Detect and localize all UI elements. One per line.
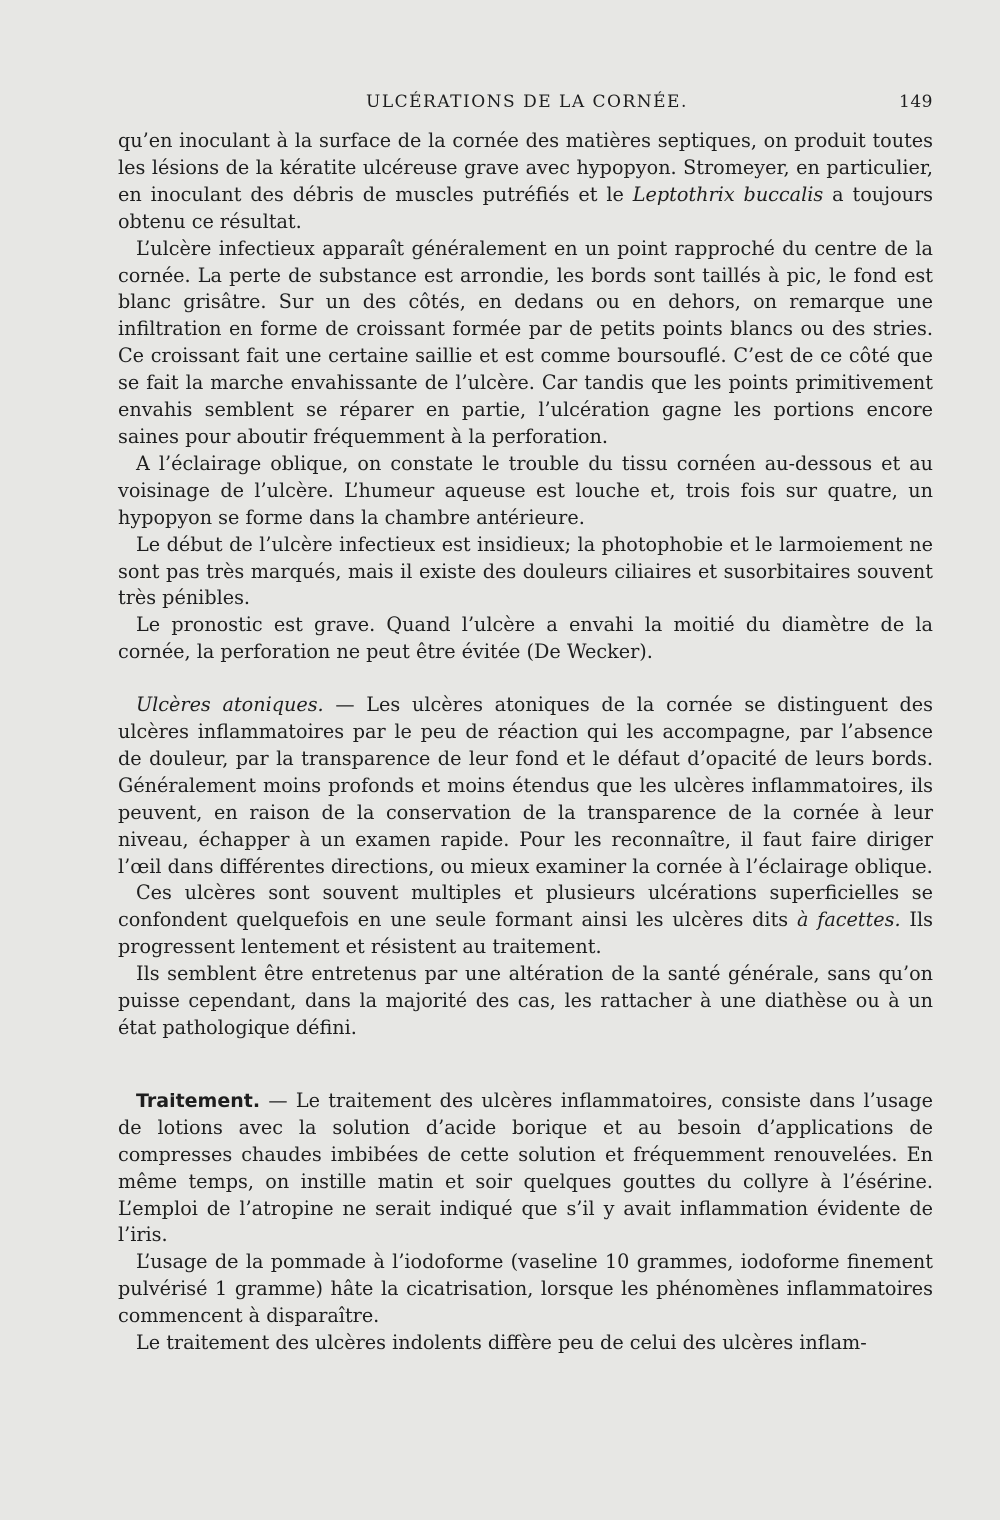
paragraph-4: Le début de l’ulcère infectieux est insidieux; la photophobie et le larmoiement ne sont pas très marqués, mais il existe des douleurs ciliaires et susorbitaires souvent très pénibles. <box>118 532 933 610</box>
paragraph-2: L’ulcère infectieux apparaît généralement en un point rapproché du centre de la cornée. La perte de substance est arrondie, les bords sont taillés à pic, le fond est blanc grisâtre. Sur un des côtés, en dedans ou en dehors, on remarque une infiltration en forme de croissant formée par de petits points blancs ou des stries. Ce croissant fait une certaine saillie et est comme boursouflé. C’est de ce côté que se fait la marche envahissante de l’ulcère. Car tandis que les points primitivement envahis semblent se réparer en partie, l’ulcération gagne les portions encore saines pour aboutir fréquemment à la perforation. <box>118 236 933 448</box>
paragraph-6-text: — Les ulcères atoniques de la cornée se distinguent des ulcères inflammatoires par le peu de réaction qui les accompagne, par l’absence de douleur, par la transparence de leur fond et le défaut d’opacité de leurs bords. Généralement moins profonds et moins étendus que les ulcères inflammatoires, ils peuvent, en raison de la conservation de la transparence de la cornée à leur niveau, échapper à un examen rapide. Pour les reconnaître, il faut faire diriger l’œil dans différentes directions, ou mieux examiner la cornée à l’éclairage oblique. <box>118 693 933 878</box>
paragraph-ulceres-atoniques <box>118 692 933 880</box>
paragraph-traitement <box>118 1088 933 1249</box>
running-title: ULCÉRATIONS DE LA CORNÉE. <box>366 92 688 112</box>
body-text <box>118 128 933 1357</box>
paragraph-7-text-a: Ces ulcères sont souvent multiples et plusieurs ulcérations superficielles se confondent quelquefois en une seule formant ainsi les ulcères dits <box>118 881 933 932</box>
paragraph-11: Le traitement des ulcères indolents diffère peu de celui des ulcères inflam- <box>136 1331 867 1355</box>
paragraph-5: Le pronostic est grave. Quand l’ulcère a envahi la moitié du diamètre de la cornée, la perforation ne peut être évitée (De Wecker). <box>118 613 933 664</box>
paragraph-1-text-a: qu’en inoculant à la surface de la cornée des matières septiques, on produit toutes les lésions de la kératite ulcéreuse grave avec hypopyon. Stromeyer, en particulier, en inoculant des débris de muscles putréfiés et le <box>118 129 933 206</box>
paragraph-7 <box>118 880 933 961</box>
paragraph-10: L’usage de la pommade à l’iodoforme (vaseline 10 grammes, iodoforme finement pulvérisé 1 gramme) hâte la cicatrisation, lorsque les phénomènes inflammatoires commencent à disparaître. <box>118 1250 933 1328</box>
paragraph-8: Ils semblent être entretenus par une altération de la santé générale, sans qu’on puisse cependant, dans la majorité des cas, les rattacher à une diathèse ou à un état pathologique défini. <box>118 962 933 1039</box>
paragraph-7-italic: à facettes. <box>796 908 901 932</box>
section-lead-ulceres-atoniques: Ulcères atoniques. <box>136 693 324 717</box>
paragraph-1 <box>118 128 933 236</box>
paragraph-3: A l’éclairage oblique, on constate le trouble du tissu cornéen au-dessous et au voisinage de l’ulcère. L’humeur aqueuse est louche et, trois fois sur quatre, un hypopyon se forme dans la chambre antérieure. <box>118 451 933 529</box>
section-heading-traitement: Traitement. <box>136 1089 261 1112</box>
paragraph-1-italic: Leptothrix buccalis <box>632 182 824 206</box>
paragraph-9-text: — Le traitement des ulcères inflammatoires, consiste dans l’usage de lotions avec la solution d’acide borique et au besoin d’applications de compresses chaudes imbibées de cette solution et fréquemment renouvelées. En même temps, on instille matin et soir quelques gouttes du collyre à l’ésérine. L’emploi de l’atropine ne serait indiqué que s’il y avait inflammation évidente de l’iris. <box>118 1088 933 1247</box>
page-number: 149 <box>899 92 933 112</box>
paragraph-1-text-c: a toujours obtenu ce résultat. <box>118 182 934 233</box>
running-head <box>118 92 933 118</box>
paragraph-7-text-c: Ils progressent lentement et résistent au traitement. <box>118 908 933 959</box>
